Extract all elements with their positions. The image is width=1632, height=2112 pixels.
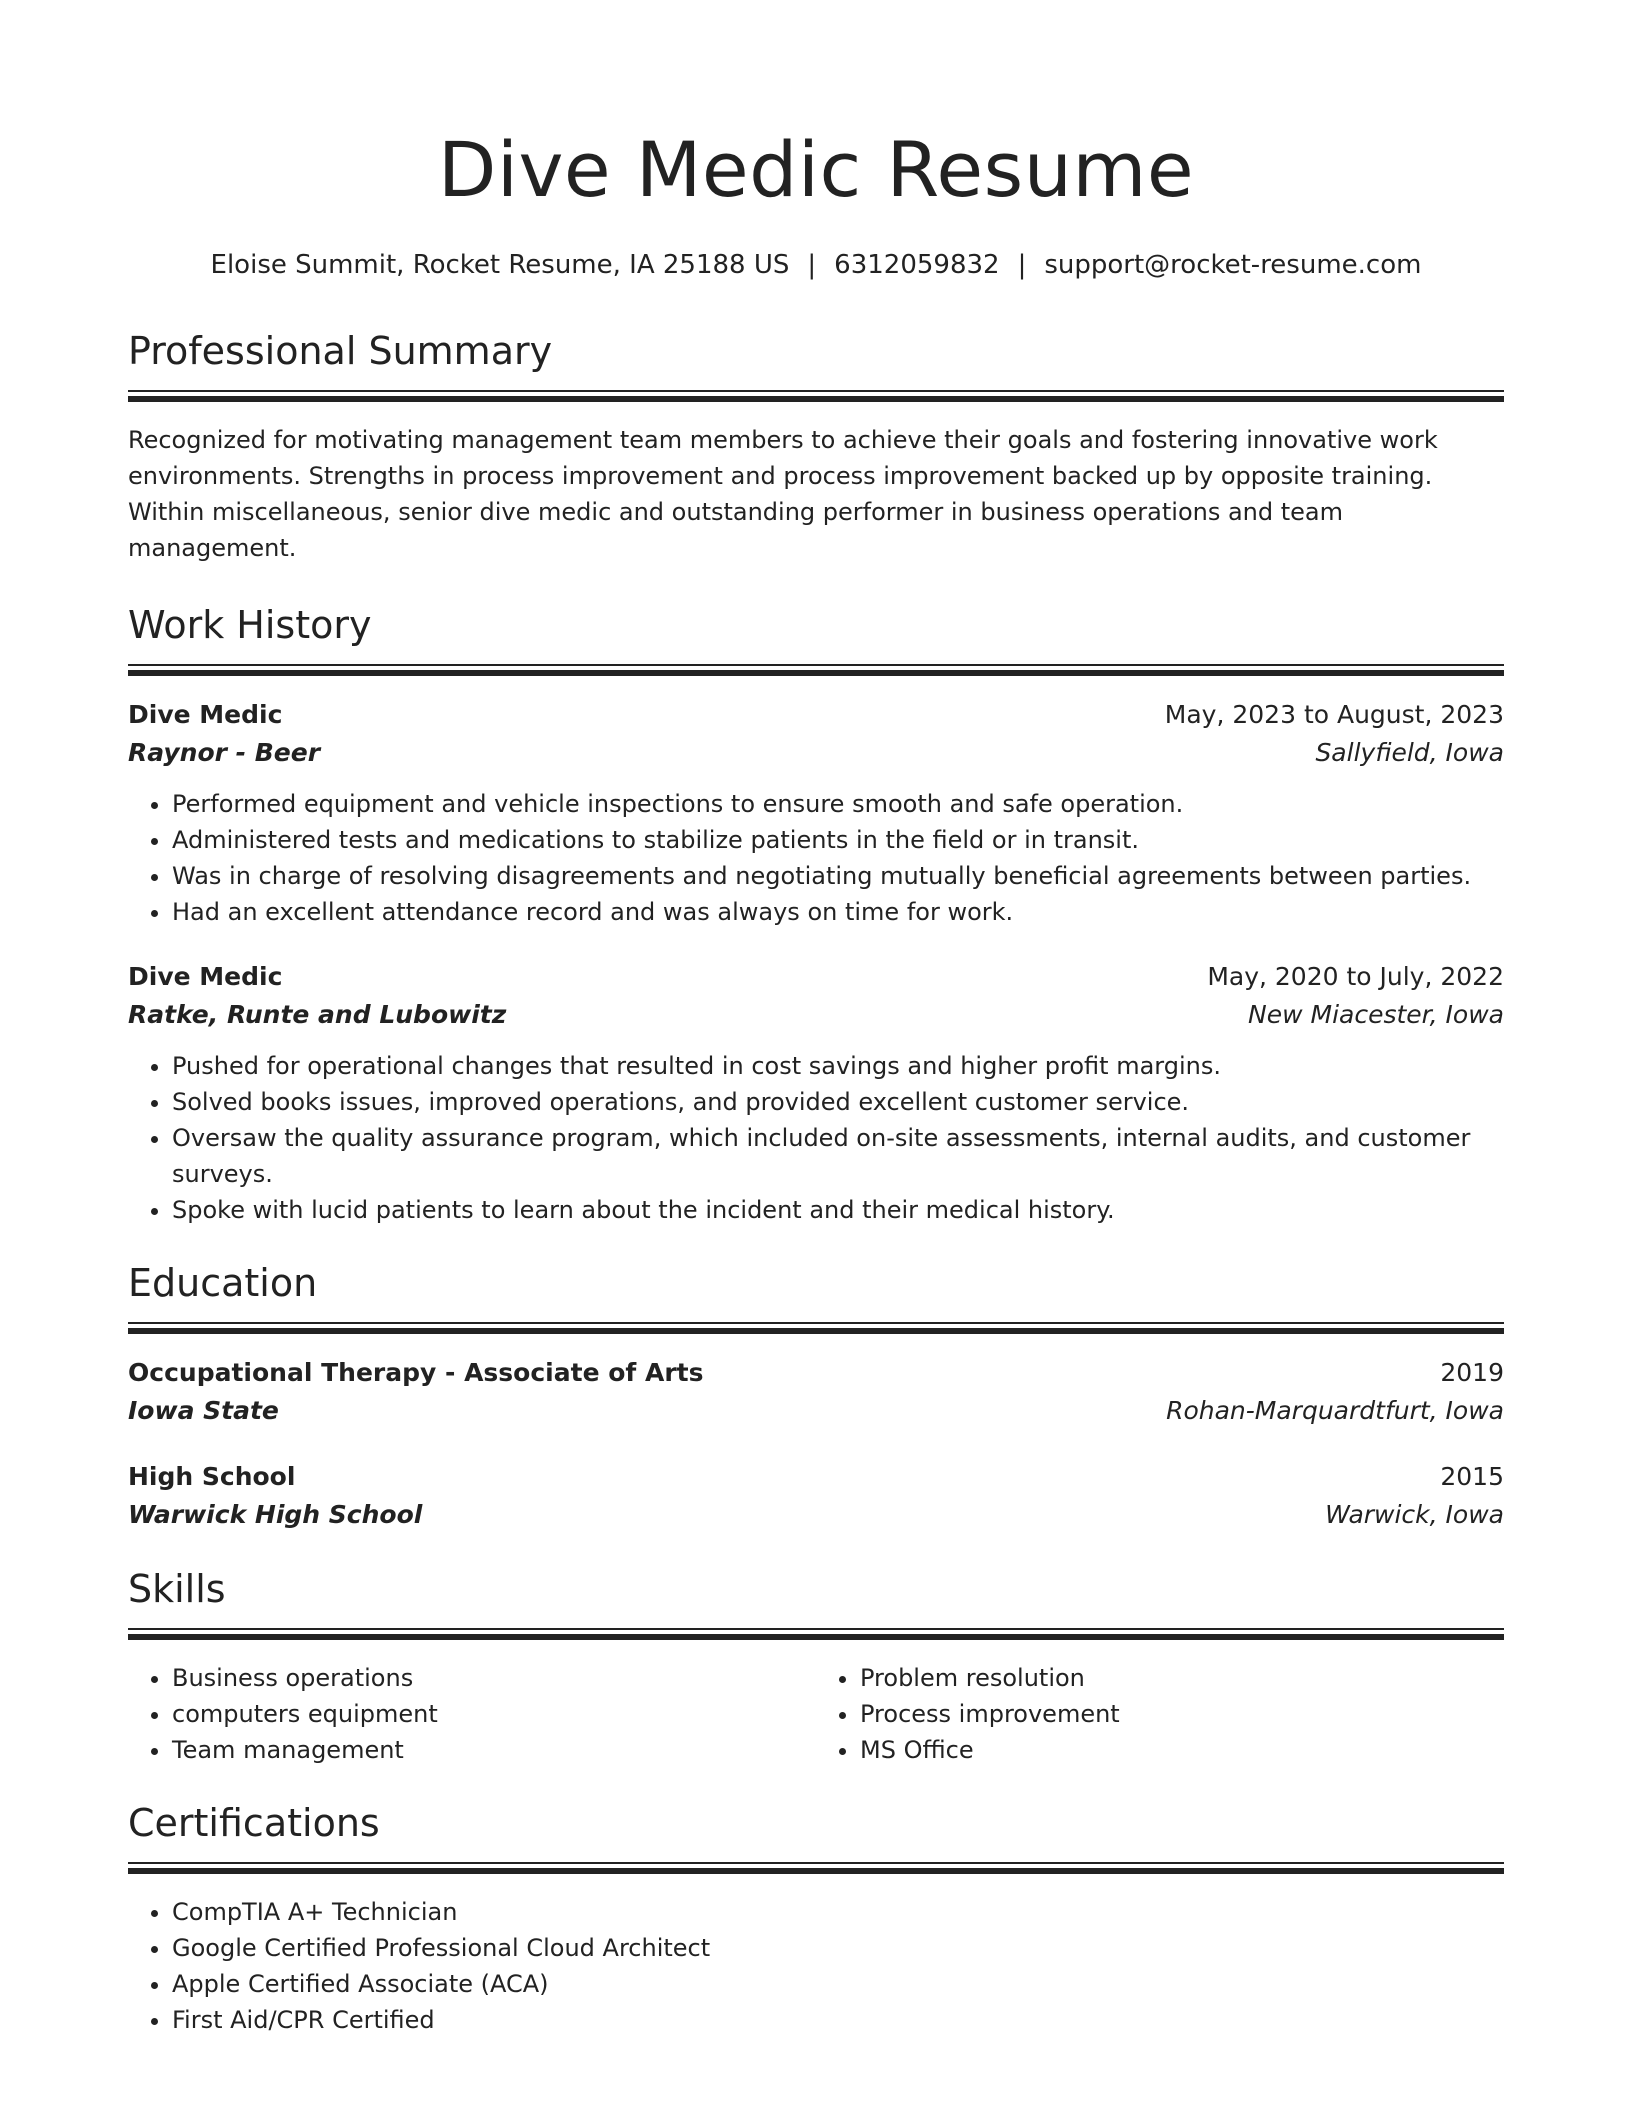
job-header-row — [128, 696, 1504, 734]
certifications-list — [128, 1894, 1504, 2038]
job-company: Raynor - Beer — [128, 738, 321, 767]
list-item: • Spoke with lucid patients to learn about the incident and their medical history. — [172, 1192, 1504, 1228]
contact-separator: | — [1017, 250, 1027, 280]
job-bullets — [128, 1048, 1504, 1228]
education-section — [128, 1258, 1504, 1534]
job-entry — [128, 958, 1504, 1228]
education-school: Iowa State — [128, 1396, 279, 1425]
education-header-row — [128, 1458, 1504, 1496]
page-title: Dive Medic Resume — [437, 125, 1195, 214]
list-item: • Pushed for operational changes that resulted in cost savings and higher profit margins. — [172, 1048, 1504, 1084]
list-item: • computers equipment — [172, 1696, 816, 1732]
section-divider — [128, 1628, 1504, 1640]
contact-line — [128, 248, 1504, 282]
list-item: • Performed equipment and vehicle inspections to ensure smooth and safe operation. — [172, 786, 1504, 822]
list-item: • Business operations — [172, 1660, 816, 1696]
summary-section — [128, 326, 1504, 566]
education-entry — [128, 1458, 1504, 1534]
job-location: Sallyfield, Iowa — [1315, 738, 1504, 767]
skills-grid — [128, 1660, 1504, 1768]
list-item: • CompTIA A+ Technician — [172, 1894, 1504, 1930]
section-heading: Skills — [128, 1567, 226, 1611]
list-item: • First Aid/CPR Certified — [172, 2002, 1504, 2038]
job-dates: May, 2023 to August, 2023 — [1164, 700, 1504, 729]
job-title: Dive Medic — [128, 700, 283, 729]
list-item: • Apple Certified Associate (ACA) — [172, 1966, 1504, 2002]
certifications-section — [128, 1798, 1504, 2038]
job-dates: May, 2020 to July, 2022 — [1207, 962, 1504, 991]
job-location: New Miacester, Iowa — [1248, 1000, 1504, 1029]
work-history-section — [128, 600, 1504, 1228]
list-item: • Problem resolution — [860, 1660, 1504, 1696]
list-item: • Google Certified Professional Cloud Architect — [172, 1930, 1504, 1966]
education-header-row — [128, 1354, 1504, 1392]
section-divider — [128, 664, 1504, 676]
contact-separator: | — [807, 250, 817, 280]
job-company-row — [128, 996, 1504, 1034]
list-item: • Administered tests and medications to stabilize patients in the field or in transit. — [172, 822, 1504, 858]
contact-email: support@rocket-resume.com — [1044, 250, 1422, 280]
job-entry — [128, 696, 1504, 930]
job-bullets — [128, 786, 1504, 930]
education-degree: Occupational Therapy - Associate of Arts — [128, 1358, 704, 1387]
contact-phone: 6312059832 — [834, 250, 1000, 280]
education-year: 2015 — [1440, 1462, 1504, 1491]
skills-list-right — [816, 1660, 1504, 1768]
section-divider — [128, 1862, 1504, 1874]
section-divider — [128, 1322, 1504, 1334]
skills-list-left — [128, 1660, 816, 1768]
skills-section — [128, 1564, 1504, 1768]
education-location: Warwick, Iowa — [1325, 1500, 1504, 1529]
section-divider — [128, 390, 1504, 402]
list-item: • Solved books issues, improved operations, and provided excellent customer service. — [172, 1084, 1504, 1120]
summary-text: Recognized for motivating management team members to achieve their goals and fostering innovative work environments. Strengths in process improvement and process improvement backed up by opposite training. Within miscellaneous, senior dive medic and outstanding performer in business operations and team management. — [128, 426, 1438, 562]
education-year: 2019 — [1440, 1358, 1504, 1387]
education-degree: High School — [128, 1462, 296, 1491]
job-title: Dive Medic — [128, 962, 283, 991]
job-company: Ratke, Runte and Lubowitz — [128, 1000, 507, 1029]
education-school-row — [128, 1392, 1504, 1430]
list-item: • Was in charge of resolving disagreements and negotiating mutually beneficial agreements between parties. — [172, 858, 1504, 894]
education-school: Warwick High School — [128, 1500, 423, 1529]
section-heading: Education — [128, 1261, 318, 1305]
list-item: • Oversaw the quality assurance program, which included on-site assessments, internal audits, and customer surveys. — [172, 1120, 1504, 1192]
list-item: • Team management — [172, 1732, 816, 1768]
list-item: • Had an excellent attendance record and was always on time for work. — [172, 894, 1504, 930]
section-heading: Professional Summary — [128, 329, 553, 373]
list-item: • Process improvement — [860, 1696, 1504, 1732]
contact-address: Eloise Summit, Rocket Resume, IA 25188 US — [210, 250, 790, 280]
list-item: • MS Office — [860, 1732, 1504, 1768]
education-location: Rohan-Marquardtfurt, Iowa — [1166, 1396, 1504, 1425]
section-heading: Work History — [128, 603, 372, 647]
education-school-row — [128, 1496, 1504, 1534]
section-heading: Certifications — [128, 1801, 380, 1845]
job-header-row — [128, 958, 1504, 996]
job-company-row — [128, 734, 1504, 772]
education-entry — [128, 1354, 1504, 1430]
